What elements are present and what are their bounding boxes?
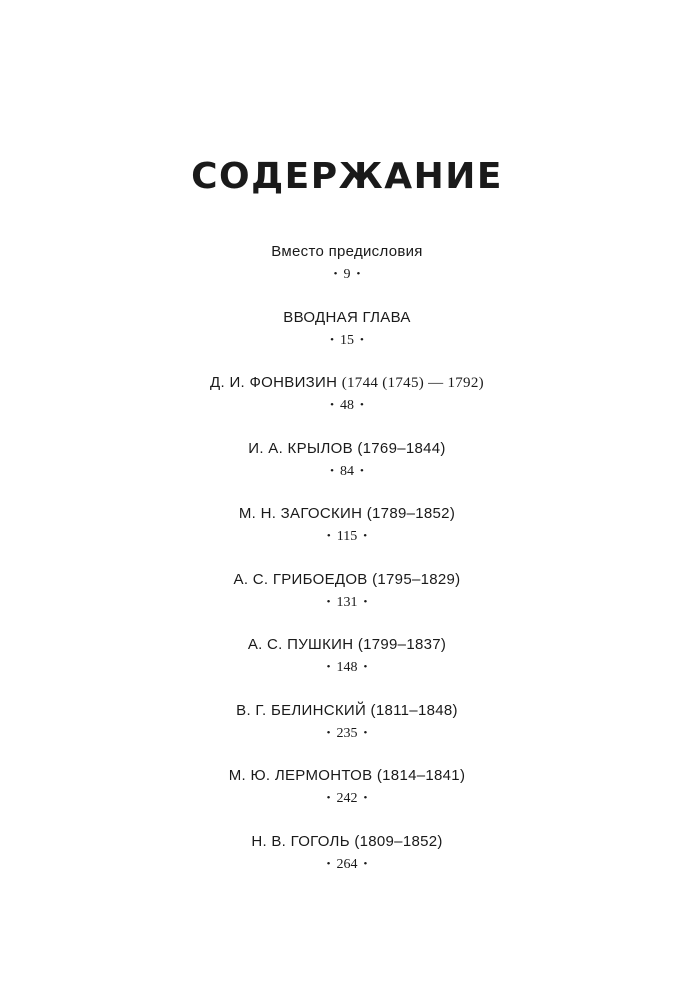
toc-entry-name: М. Н. ЗАГОСКИН: [238, 505, 363, 522]
toc-entry-title: [0, 502, 694, 526]
bullet-icon: •: [326, 726, 331, 739]
toc-entry[interactable]: [0, 437, 694, 503]
toc-entry-years: (1769–1844): [357, 439, 446, 457]
bullet-icon: •: [363, 661, 368, 673]
page-number: 48: [340, 398, 354, 413]
toc-entry-page: [0, 788, 694, 809]
toc-entry-years: (1811–1848): [370, 701, 458, 719]
toc-entry[interactable]: [0, 502, 694, 568]
page-number: 131: [336, 594, 358, 610]
toc-entry-years: (1809–1852): [354, 832, 443, 850]
toc-entry-title: [0, 764, 694, 788]
bullet-icon: •: [363, 726, 368, 739]
bullet-icon: •: [326, 792, 331, 804]
page-title: СОДЕРЖАНИЕ: [191, 156, 503, 197]
toc-entry-title: [0, 437, 694, 461]
toc-entry-title: [0, 633, 694, 657]
toc-entry-title: [0, 568, 694, 592]
page-number: 235: [336, 725, 358, 741]
page-number: 9: [343, 267, 351, 282]
toc-entry-page: [0, 330, 694, 351]
toc-entry-title: [0, 240, 694, 264]
bullet-icon: •: [363, 595, 368, 608]
toc-entry-title: [0, 371, 694, 395]
page-number: 264: [336, 856, 358, 872]
toc-entry-page: [0, 264, 694, 285]
toc-entry-years: (1744 (1745) — 1792): [341, 375, 484, 391]
toc-entry-name: В. Г. БЕЛИНСКИЙ: [236, 701, 367, 719]
toc-entry-title: [0, 306, 694, 330]
bullet-icon: •: [363, 792, 368, 804]
page-number: 242: [336, 791, 358, 806]
bullet-icon: •: [326, 857, 331, 870]
toc-entry-page: [0, 854, 694, 875]
bullet-icon: •: [326, 530, 331, 542]
toc-entry-years: (1814–1841): [376, 767, 466, 784]
toc-entry[interactable]: [0, 633, 694, 699]
bullet-icon: •: [333, 268, 338, 280]
toc-entry-name: М. Ю. ЛЕРМОНТОВ: [228, 767, 373, 784]
toc-entry-name: ВВОДНАЯ ГЛАВА: [283, 308, 411, 326]
toc-entry-page: [0, 395, 694, 416]
bullet-icon: •: [360, 464, 364, 477]
toc-entry-page: [0, 723, 694, 744]
bullet-icon: •: [360, 399, 364, 411]
page-number: 115: [336, 529, 358, 544]
toc-entry[interactable]: [0, 764, 694, 830]
table-of-contents: [0, 240, 694, 895]
bullet-icon: •: [330, 464, 334, 477]
toc-entry-page: [0, 657, 694, 678]
bullet-icon: •: [363, 857, 368, 870]
toc-entry-years: (1789–1852): [366, 505, 456, 522]
toc-entry[interactable]: [0, 306, 694, 372]
toc-entry-page: [0, 592, 694, 613]
toc-entry-name: А. С. ПУШКИН: [247, 636, 354, 653]
bullet-icon: •: [330, 333, 334, 346]
toc-entry-title: [0, 830, 694, 854]
toc-entry-page: [0, 526, 694, 547]
bullet-icon: •: [363, 530, 368, 542]
bullet-icon: •: [326, 595, 331, 608]
toc-entry[interactable]: [0, 830, 694, 896]
bullet-icon: •: [326, 661, 331, 673]
toc-entry-page: [0, 461, 694, 482]
toc-entry-title: [0, 699, 694, 723]
toc-entry-name: Д. И. ФОНВИЗИН: [210, 374, 338, 391]
page-number: 148: [336, 660, 358, 675]
toc-entry[interactable]: [0, 699, 694, 765]
bullet-icon: •: [360, 333, 364, 346]
bullet-icon: •: [356, 268, 361, 280]
toc-entry[interactable]: [0, 240, 694, 306]
toc-entry-years: (1795–1829): [372, 570, 461, 588]
toc-entry-name: И. А. КРЫЛОВ: [248, 439, 353, 457]
toc-entry-name: А. С. ГРИБОЕДОВ: [233, 570, 368, 588]
toc-entry-name: Вместо предисловия: [271, 243, 423, 260]
toc-entry-name: Н. В. ГОГОЛЬ: [251, 832, 350, 850]
page-number: 15: [340, 332, 354, 348]
toc-entry[interactable]: [0, 568, 694, 634]
page-number: 84: [340, 463, 354, 479]
bullet-icon: •: [330, 399, 334, 411]
toc-entry-years: (1799–1837): [357, 636, 447, 653]
toc-entry[interactable]: [0, 371, 694, 437]
